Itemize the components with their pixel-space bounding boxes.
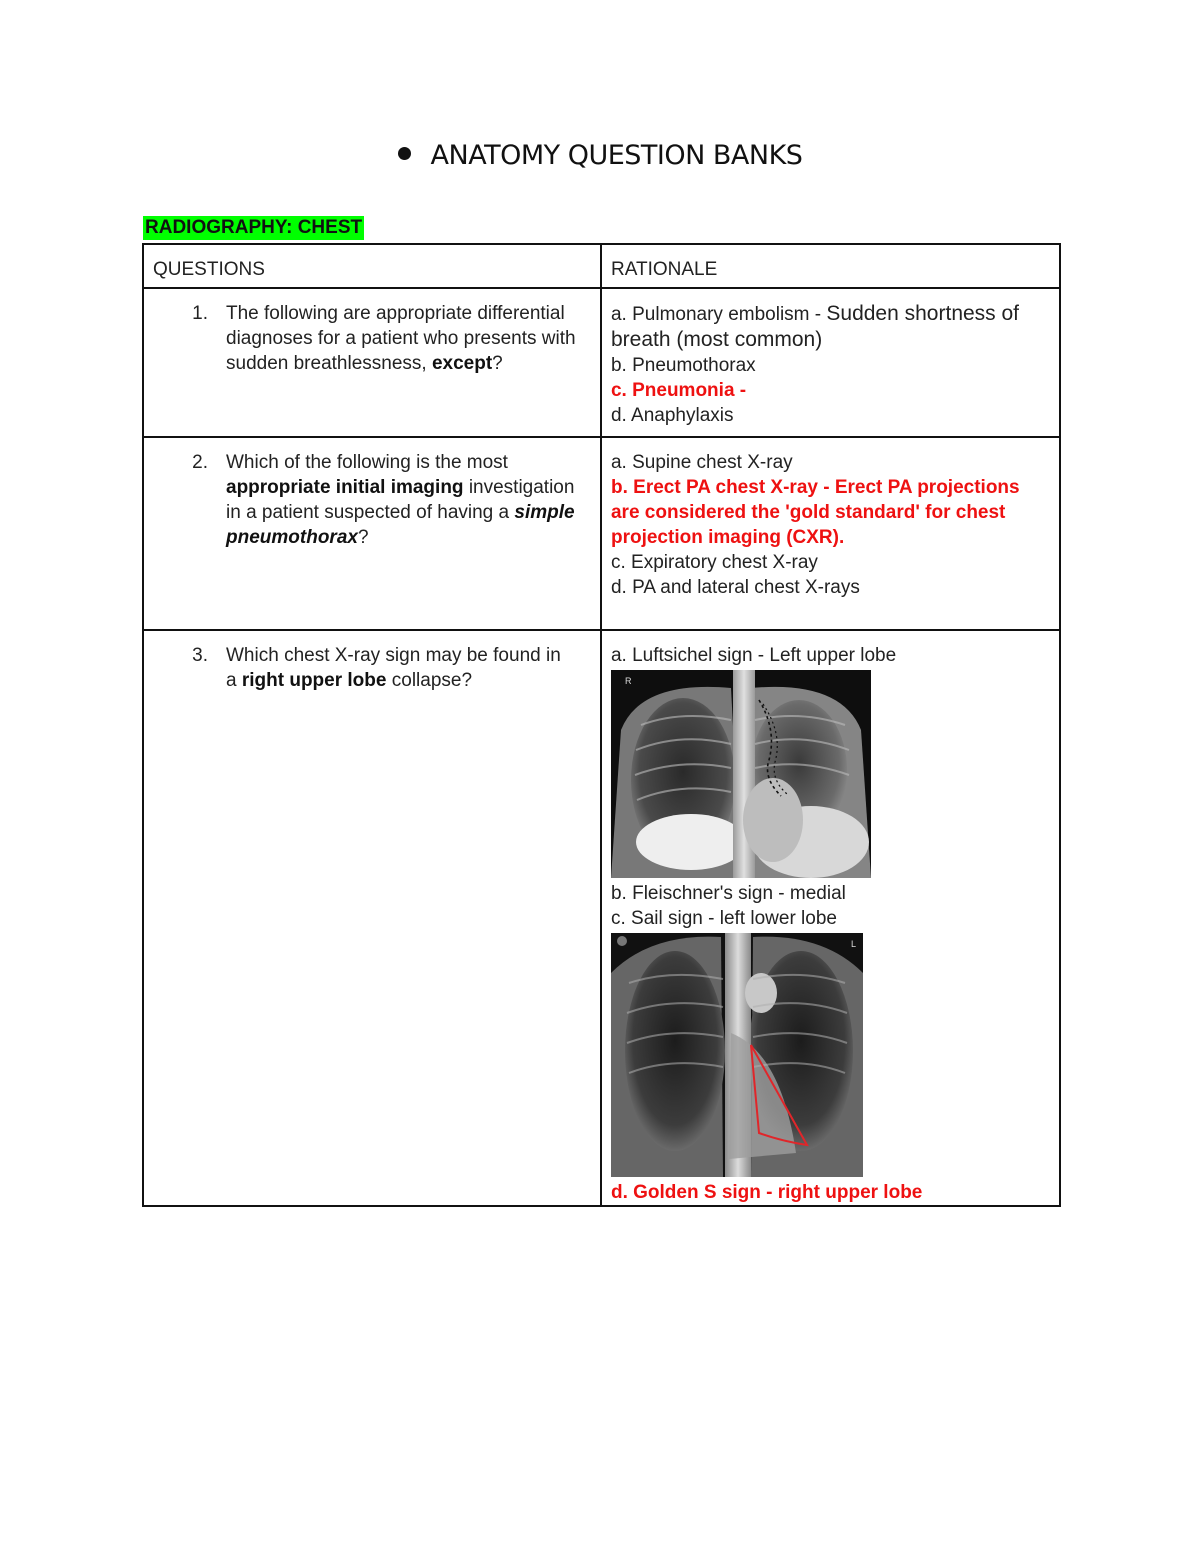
table-row (143, 437, 1060, 630)
xray-corner-label: R (624, 676, 632, 686)
page-title (0, 140, 1200, 171)
xray-image-sail-sign (611, 933, 863, 1177)
question-cell-2 (143, 437, 601, 630)
rationale-cell-3 (601, 630, 1060, 1206)
option-d-answer: d. Golden S sign - right upper lobe (610, 1182, 923, 1203)
option-c-answer: c. Pneumonia - (610, 380, 747, 401)
option-c: c. Expiratory chest X-ray (610, 552, 818, 573)
question-text-part: Which of the following is the most (226, 452, 508, 473)
header-rationale: RATIONALE (601, 244, 1060, 288)
question-text-end: collapse? (391, 670, 473, 691)
question-emphasis-italic: simple pneumothorax (226, 502, 575, 548)
question-emphasis: except (431, 353, 493, 374)
question-emphasis: appropriate initial imaging (226, 477, 464, 498)
option-c: c. Sail sign - left lower lobe (610, 908, 837, 929)
rationale-cell-2 (601, 437, 1060, 630)
question-text (226, 301, 576, 376)
question-text-end: ? (492, 353, 503, 374)
question-number: 2. (192, 452, 208, 473)
question-table (142, 243, 1061, 1207)
header-questions: QUESTIONS (143, 244, 601, 288)
question-emphasis: right upper lobe (241, 670, 387, 691)
option-b: b. Pneumothorax (610, 355, 756, 376)
page-title-text: ANATOMY QUESTION BANKS (430, 140, 803, 171)
table-row (143, 288, 1060, 437)
xray-image-luftsichel (611, 670, 871, 878)
option-a (611, 301, 1051, 353)
table-row (143, 630, 1060, 1206)
question-text-part: investigation in a patient suspected of having a (226, 477, 575, 523)
option-a: a. Supine chest X-ray (610, 452, 793, 473)
rationale-cell-1 (601, 288, 1060, 437)
option-b: b. Fleischner's sign - medial (610, 883, 846, 904)
question-text (226, 450, 576, 550)
question-number: 1. (192, 303, 208, 324)
table-header-row (143, 244, 1060, 288)
xray-corner-label: L (850, 939, 856, 949)
option-a-label: a. Pulmonary embolism - (610, 304, 827, 325)
question-cell-1 (143, 288, 601, 437)
option-b-answer: b. Erect PA chest X-ray - Erect PA projections are considered the 'gold standard' for chest projection imaging (CXR). (610, 477, 1020, 548)
section-heading: RADIOGRAPHY: CHEST (145, 217, 363, 238)
bullet-icon (398, 147, 411, 160)
option-d: d. Anaphylaxis (610, 405, 734, 426)
question-number: 3. (192, 645, 208, 666)
question-cell-3 (143, 630, 601, 1206)
question-text (226, 643, 576, 693)
question-text-part: The following are appropriate differential diagnoses for a patient who presents with sudden breathlessness, (226, 303, 576, 374)
option-a-extra: Sudden shortness of breath (most common) (610, 302, 1020, 351)
option-a: a. Luftsichel sign - Left upper lobe (610, 645, 897, 666)
question-text-end: ? (357, 527, 369, 548)
question-text-part: Which chest X-ray sign may be found in a (226, 645, 561, 691)
option-d: d. PA and lateral chest X-rays (610, 577, 860, 598)
